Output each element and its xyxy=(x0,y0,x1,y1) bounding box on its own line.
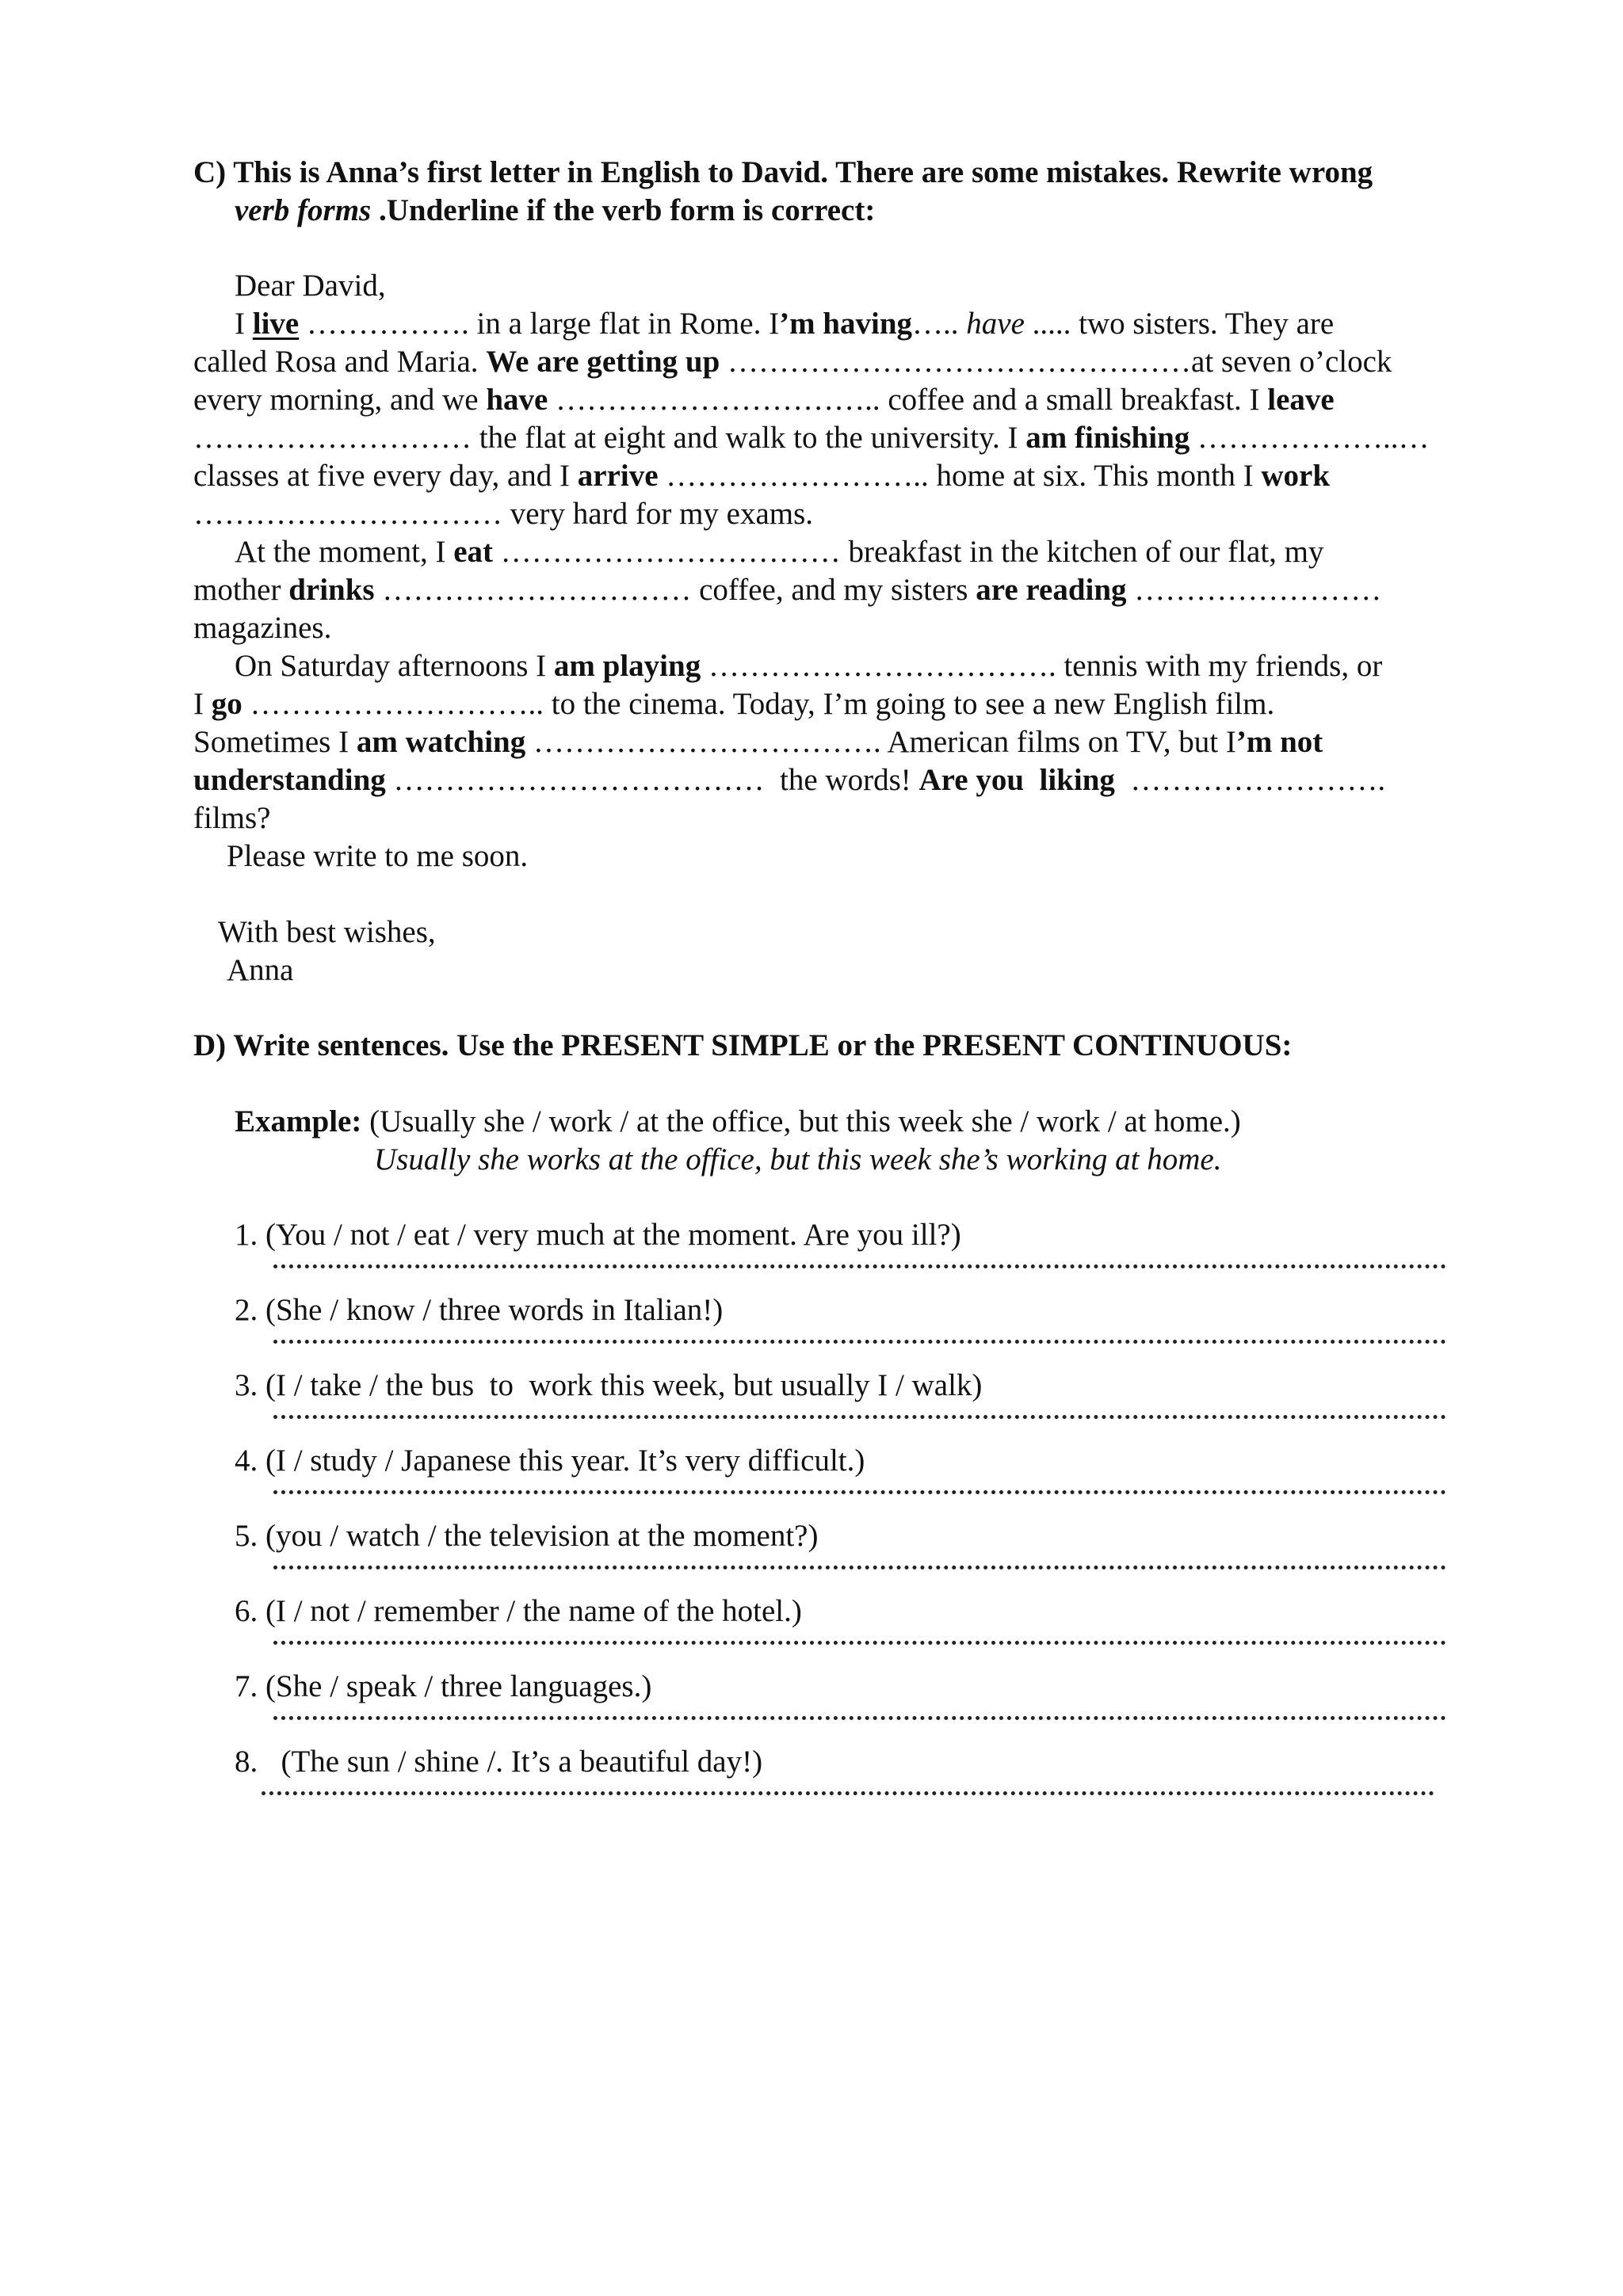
heading-italic-phrase: verb forms xyxy=(235,193,372,227)
letter-p1-line5: classes at five every day, and I arrive …………………….. home at six. This month I work xyxy=(193,459,1331,493)
verb-form: We are getting up xyxy=(486,345,720,379)
verb-form: leave xyxy=(1267,383,1335,417)
verb-form: arrive xyxy=(577,459,659,493)
letter-p1-line1: I live ……………. in a large flat in Rome. I’m having….. have ..... two sisters. They are xyxy=(235,307,1335,341)
letter-salutation: Dear David, xyxy=(235,269,386,303)
verb-form: drinks xyxy=(288,573,375,607)
verb-form: am finishing xyxy=(1025,421,1190,455)
letter-p1-line4: ……………………… the flat at eight and walk to the university. I am finishing ………………..… xyxy=(193,421,1430,455)
exercise-item-8: 8. (The sun / shine /. It’s a beautiful day!) xyxy=(235,1745,763,1779)
letter-p3-line2: I go ……………………….. to the cinema. Today, I’m going to see a new English film. xyxy=(193,687,1275,721)
answer-line-3[interactable] xyxy=(273,1407,1446,1419)
heading-instruction: .Underline if the verb form is correct: xyxy=(371,193,876,227)
letter-p2-line1: At the moment, I eat …………………………… breakfast in the kitchen of our flat, my xyxy=(235,535,1324,569)
letter-p3-line1: On Saturday afternoons I am playing ……………………………. tennis with my friends, or xyxy=(235,649,1383,683)
verb-rewritten-answer: have xyxy=(966,307,1025,341)
exercise-item-5: 5. (you / watch / the television at the moment?) xyxy=(235,1519,819,1553)
letter-sign-off: With best wishes, xyxy=(218,915,436,949)
answer-line-6[interactable] xyxy=(273,1633,1446,1645)
answer-line-7[interactable] xyxy=(273,1708,1446,1720)
example-label: Example: xyxy=(235,1104,362,1138)
answer-line-1[interactable] xyxy=(273,1257,1446,1268)
example-line xyxy=(235,1103,1241,1141)
section-c-heading-line1: C) This is Anna’s first letter in English to David. There are some mistakes. Rewrite wrong xyxy=(193,155,1373,189)
letter-signature: Anna xyxy=(227,953,294,987)
letter-p3-line5: films? xyxy=(193,801,271,835)
answer-line-4[interactable] xyxy=(273,1482,1446,1494)
answer-line-5[interactable] xyxy=(273,1558,1446,1569)
letter-closing-request: Please write to me soon. xyxy=(227,839,529,873)
letter-p2-line2: mother drinks ………………………… coffee, and my sisters are reading …………………… xyxy=(193,573,1382,607)
verb-form: work xyxy=(1261,459,1331,493)
verb-form: am watching xyxy=(356,725,526,759)
example-prompt: (Usually she / work / at the office, but this week she / work / at home.) xyxy=(361,1104,1241,1138)
letter-p2-line3: magazines. xyxy=(193,611,332,645)
verb-form: have xyxy=(486,383,548,417)
section-d-heading: D) Write sentences. Use the PRESENT SIMPLE or the PRESENT CONTINUOUS: xyxy=(193,1028,1293,1062)
verb-form: am playing xyxy=(553,649,701,683)
exercise-item-4: 4. (I / study / Japanese this year. It’s very difficult.) xyxy=(235,1444,865,1478)
letter-p3-line3: Sometimes I am watching ……………………………. American films on TV, but I’m not xyxy=(193,725,1323,759)
letter-p3-line4: understanding ……………………………… the words! Are you liking ……………………. xyxy=(193,763,1386,797)
verb-form: understanding xyxy=(193,763,386,797)
exercise-item-7: 7. (She / speak / three languages.) xyxy=(235,1669,652,1703)
verb-form: are reading xyxy=(976,573,1127,607)
exercise-item-6: 6. (I / not / remember / the name of the hotel.) xyxy=(235,1594,802,1628)
exercise-item-2: 2. (She / know / three words in Italian!) xyxy=(235,1293,724,1327)
letter-p1-line2: called Rosa and Maria. We are getting up ………………………………………at seven o’clock xyxy=(193,345,1392,379)
exercise-item-3: 3. (I / take / the bus to work this week, but usually I / walk) xyxy=(235,1368,983,1402)
example-answer: Usually she works at the office, but this week she’s working at home. xyxy=(374,1142,1222,1177)
verb-correct-underlined: live xyxy=(252,307,300,341)
verb-form: ’m not xyxy=(1235,725,1323,759)
section-c-heading-line2 xyxy=(235,192,875,230)
verb-wrong: ’m having xyxy=(779,307,913,341)
verb-form: eat xyxy=(453,535,494,569)
exercise-item-1: 1. (You / not / eat / very much at the moment. Are you ill?) xyxy=(235,1218,961,1252)
verb-form: go xyxy=(211,687,242,721)
verb-form: Are you liking xyxy=(918,763,1115,797)
letter-p1-line6: ………………………… very hard for my exams. xyxy=(193,497,814,531)
answer-line-2[interactable] xyxy=(273,1332,1446,1344)
letter-p1-line3: every morning, and we have ………………………….. coffee and a small breakfast. I leave xyxy=(193,383,1335,417)
answer-line-8[interactable] xyxy=(262,1783,1434,1795)
